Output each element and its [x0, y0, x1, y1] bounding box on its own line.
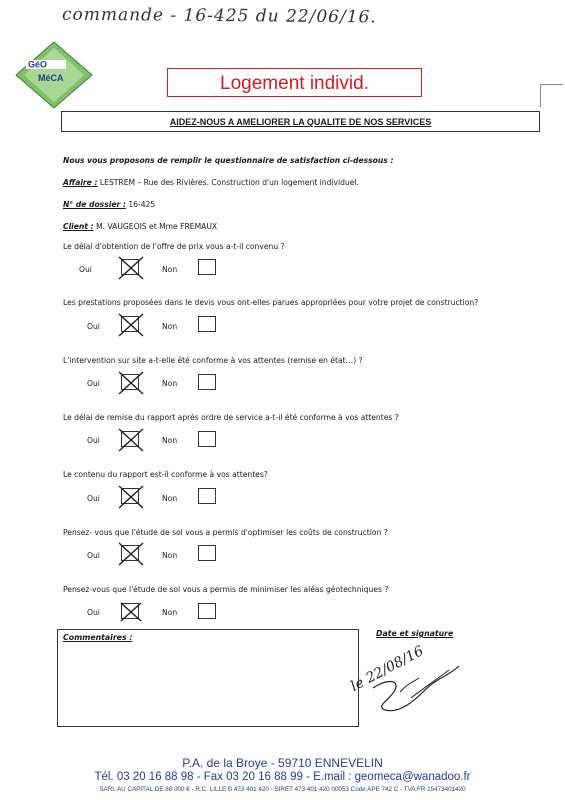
- no-label: Non: [162, 494, 178, 503]
- no-checkbox[interactable]: [198, 603, 216, 619]
- question-text: L'intervention sur site a-t-elle été conforme à vos attentes (remise en état…) ?: [63, 356, 363, 365]
- checkmark-icon: [118, 428, 144, 452]
- geomeca-logo: [14, 40, 94, 110]
- yes-checkbox[interactable]: [121, 259, 139, 275]
- no-checkbox[interactable]: [198, 488, 216, 504]
- no-checkbox[interactable]: [198, 259, 216, 275]
- no-label: Non: [162, 608, 178, 617]
- dossier-value: 16-425: [125, 200, 156, 209]
- no-checkbox[interactable]: [198, 545, 216, 561]
- question-text: Le délai de remise du rapport après ordre de service a-t-il été conforme à vos attentes ?: [63, 413, 399, 422]
- affaire-label: Affaire :: [63, 178, 98, 187]
- no-checkbox[interactable]: [198, 316, 216, 332]
- no-label: Non: [162, 551, 178, 560]
- no-checkbox[interactable]: [198, 374, 216, 390]
- handwritten-signature: [345, 640, 465, 715]
- question-text: Pensez- vous que l'étude de sol vous a permis d'optimiser les coûts de construction ?: [63, 528, 388, 537]
- document-title: Logement individ.: [167, 68, 422, 97]
- dossier-line: [63, 200, 155, 209]
- question-text: Le délai d'obtention de l'offre de prix vous a-t-il convenu ?: [63, 242, 285, 251]
- date-signature-label: Date et signature: [376, 629, 454, 638]
- yes-label: Oui: [87, 379, 100, 388]
- yes-label: Oui: [79, 265, 92, 274]
- client-label: Client :: [63, 222, 94, 231]
- yes-label: Oui: [87, 551, 100, 560]
- no-label: Non: [162, 322, 178, 331]
- affaire-line: [63, 178, 359, 187]
- checkmark-icon: [118, 256, 144, 280]
- logo-top-text: GéO: [28, 59, 48, 70]
- signature-date: le 22/08/16: [348, 643, 427, 695]
- yes-checkbox[interactable]: [121, 545, 139, 561]
- yes-label: Oui: [87, 494, 100, 503]
- question-text: Le contenu du rapport est-il conforme à vos attentes?: [63, 470, 268, 479]
- comments-label: Commentaires :: [63, 633, 133, 642]
- yes-checkbox[interactable]: [121, 488, 139, 504]
- checkmark-icon: [118, 485, 144, 509]
- footer-legal: SARL AU CAPITAL DE 88 000 € - R.C. LILLE B 473 401 420 - SIRET 473 401 420 00053 Code APE 742 C - TVA FR 15473401420: [99, 786, 466, 793]
- yes-label: Oui: [87, 608, 100, 617]
- footer-address: P.A. de la Broye - 59710 ENNEVELIN: [182, 756, 383, 770]
- client-value: M. VAUGEOIS et Mme FREMAUX: [93, 222, 218, 231]
- comments-field[interactable]: [57, 629, 359, 727]
- yes-checkbox[interactable]: [121, 374, 139, 390]
- yes-checkbox[interactable]: [121, 603, 139, 619]
- yes-checkbox[interactable]: [121, 316, 139, 332]
- logo-bottom-text: MéCA: [38, 73, 64, 83]
- no-label: Non: [162, 265, 178, 274]
- question-text: Les prestations proposées dans le devis vous ont-elles parues appropriées pour votre projet de construction?: [63, 298, 479, 307]
- yes-label: Oui: [87, 322, 100, 331]
- survey-heading: AIDEZ-NOUS A AMELIORER LA QUALITE DE NOS SERVICES: [61, 111, 540, 132]
- checkmark-icon: [118, 313, 144, 337]
- affaire-value: LESTREM – Rue des Rivières. Construction d'un logement individuel.: [97, 178, 359, 187]
- checkmark-icon: [118, 371, 144, 395]
- no-label: Non: [162, 436, 178, 445]
- handwritten-order-reference: commande - 16-425 du 22/06/16.: [61, 4, 377, 28]
- yes-label: Oui: [87, 436, 100, 445]
- no-checkbox[interactable]: [198, 431, 216, 447]
- corner-rule: [540, 84, 563, 107]
- no-label: Non: [162, 379, 178, 388]
- intro-text: Nous vous proposons de remplir le questionnaire de satisfaction ci-dessous :: [63, 156, 394, 165]
- question-text: Pensez-vous que l'étude de sol vous a permis de minimiser les aléas géotechniques ?: [63, 585, 389, 594]
- checkmark-icon: [118, 542, 144, 566]
- footer-contact: Tél. 03 20 16 88 98 - Fax 03 20 16 88 99 - E.mail : geomeca@wanadoo.fr: [94, 771, 471, 783]
- yes-checkbox[interactable]: [121, 431, 139, 447]
- client-line: [63, 222, 217, 231]
- checkmark-icon: [118, 600, 144, 624]
- dossier-label: N° de dossier :: [63, 200, 126, 209]
